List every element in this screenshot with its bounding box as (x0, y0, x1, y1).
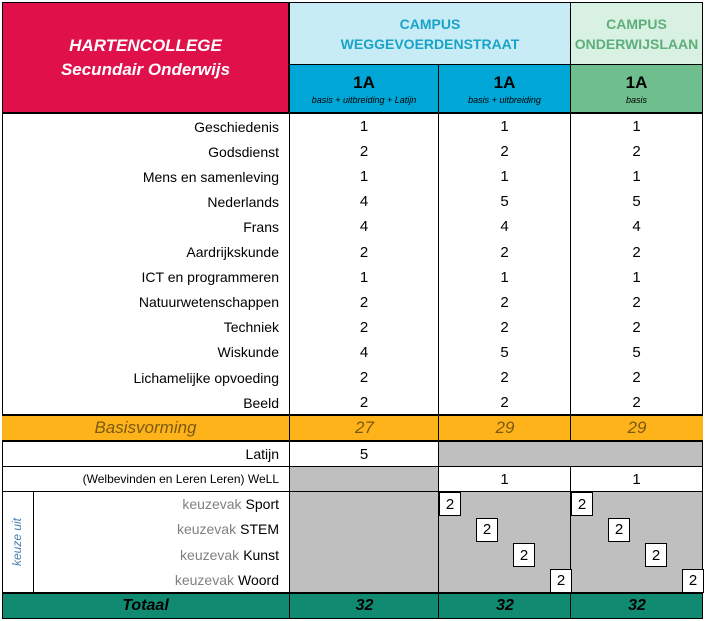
subject-name: Beeld (243, 394, 279, 411)
basisvorming-value-1: 27 (289, 415, 439, 441)
school-title-block (2, 2, 289, 113)
totaal-label: Totaal (122, 597, 169, 614)
subject-hours-col-3: 2 (632, 318, 641, 336)
basisvorming-value-2: 29 (438, 415, 571, 441)
totaal-value-2: 32 (438, 593, 571, 619)
keuzevak-prefix: keuzevak (182, 495, 242, 512)
column-option: basis + uitbreiding + Latijn (311, 94, 417, 105)
keuzevak-label (34, 491, 289, 517)
campus-onderwijslaan-header (570, 2, 703, 65)
keuzevak-hours-col-2: 2 (476, 518, 498, 542)
subject-hours-col-1: 4 (359, 343, 369, 361)
keuzevak-label (34, 517, 289, 543)
keuzevak-hours-col-3: 2 (645, 543, 667, 567)
subject-hours-col-2: 1 (500, 168, 509, 186)
subject-name: ICT en programmeren (141, 269, 279, 286)
campus-name: WEGGEVOERDENSTRAAT (340, 35, 520, 52)
keuzevak-hours-col-2: 2 (513, 543, 535, 567)
subject-name: Techniek (223, 319, 279, 336)
keuzevak-hours-col-3: 2 (571, 492, 593, 516)
column-year: 1A (493, 72, 516, 92)
keuzevak-prefix: keuzevak (176, 521, 237, 538)
subject-hours-col-3: 1 (632, 118, 641, 136)
subject-hours-col-3: 2 (632, 369, 641, 387)
latijn-label: Latijn (2, 441, 290, 467)
keuzevak-label (34, 568, 289, 594)
subject-hours-col-3: 5 (632, 193, 641, 211)
latijn-na-cell (438, 441, 703, 467)
subject-hours-col-2: 2 (500, 369, 509, 387)
subject-hours-col-2: 2 (500, 143, 509, 161)
column-header-1 (289, 64, 439, 113)
subject-hours-col-2: 5 (500, 193, 509, 211)
subject-hours-col-3: 2 (632, 143, 641, 161)
subject-hours-col-1: 1 (359, 268, 369, 286)
subject-hours-col-2: 5 (500, 343, 509, 361)
subject-hours-col-1: 2 (359, 318, 369, 336)
subject-hours-col-2: 1 (500, 268, 509, 286)
subject-hours-col-3: 4 (632, 218, 641, 236)
keuzevak-hours-col-2: 2 (550, 569, 572, 593)
subject-hours-col-1: 2 (359, 243, 369, 261)
column-option: basis + uitbreiding (468, 94, 541, 105)
subject-hours-col-1: 1 (359, 168, 369, 186)
subject-name: Mens en samenleving (142, 168, 279, 185)
school-name: HARTENCOLLEGE (69, 35, 222, 55)
subject-name: Wiskunde (217, 344, 279, 361)
well-label: (Welbevinden en Leren Leren) WeLL (2, 466, 290, 492)
subject-hours-col-2: 1 (500, 118, 509, 136)
subject-name: Natuurwetenschappen (138, 294, 279, 311)
subject-hours-col-1: 2 (359, 394, 369, 412)
subject-name: Nederlands (207, 193, 279, 210)
subject-name: Godsdienst (208, 143, 279, 160)
column-header-2 (438, 64, 571, 113)
campus-weggevoerdenstraat-header (289, 2, 571, 65)
campus-label: CAMPUS (606, 15, 667, 32)
keuze-uit-label (2, 491, 34, 593)
subject-hours-col-2: 2 (500, 318, 509, 336)
subject-hours-col-2: 4 (500, 218, 509, 236)
column-year: 1A (625, 72, 648, 92)
subject-hours-col-1: 2 (359, 293, 369, 311)
keuzevak-label (34, 542, 289, 568)
subject-name: Lichamelijke opvoeding (133, 369, 279, 386)
latijn-value: 5 (289, 441, 439, 467)
well-na-cell (289, 466, 439, 492)
subject-hours-col-1: 2 (359, 143, 369, 161)
basisvorming-label: Basisvorming (94, 418, 197, 437)
subject-name: Geschiedenis (194, 118, 279, 135)
keuzevak-name: STEM (240, 521, 279, 538)
subject-hours-col-3: 2 (632, 394, 641, 412)
subject-hours-col-1: 4 (359, 218, 369, 236)
subject-hours-col-3: 5 (632, 343, 641, 361)
subject-hours-col-3: 1 (632, 268, 641, 286)
keuzevak-name: Woord (238, 572, 279, 589)
column-year: 1A (353, 72, 375, 92)
totaal-value-3: 32 (570, 593, 703, 619)
keuzevak-prefix: keuzevak (174, 572, 235, 589)
subject-name: Aardrijkskunde (186, 244, 279, 261)
subject-hours-col-2: 2 (500, 243, 509, 261)
subject-hours-col-3: 2 (632, 293, 641, 311)
well-value-2: 1 (438, 466, 571, 492)
keuzevak-name: Kunst (243, 546, 279, 563)
campus-label: CAMPUS (399, 15, 461, 32)
well-value-3: 1 (570, 466, 703, 492)
subject-hours-col-1: 1 (359, 118, 369, 136)
basisvorming-value-3: 29 (570, 415, 703, 441)
keuzevak-prefix: keuzevak (180, 546, 240, 563)
totaal-value-1: 32 (289, 593, 439, 619)
keuzevak-hours-col-3: 2 (682, 569, 704, 593)
keuze-gray-col1 (289, 491, 439, 593)
keuze-uit-text: keuze uit (10, 517, 25, 567)
campus-name: ONDERWIJSLAAN (574, 35, 699, 52)
keuzevak-hours-col-2: 2 (439, 492, 461, 516)
keuzevak-name: Sport (245, 495, 279, 512)
subject-name: Frans (243, 218, 279, 235)
keuzevak-hours-col-3: 2 (608, 518, 630, 542)
school-subtitle: Secundair Onderwijs (60, 59, 231, 79)
subject-hours-col-1: 4 (359, 193, 369, 211)
column-option: basis (625, 94, 647, 105)
column-header-3 (570, 64, 703, 113)
subject-hours-col-3: 2 (632, 243, 641, 261)
subject-hours-col-2: 2 (500, 293, 509, 311)
subject-hours-col-1: 2 (359, 369, 369, 387)
subject-hours-col-2: 2 (500, 394, 509, 412)
lessentabel (2, 2, 703, 619)
subject-hours-col-3: 1 (632, 168, 641, 186)
